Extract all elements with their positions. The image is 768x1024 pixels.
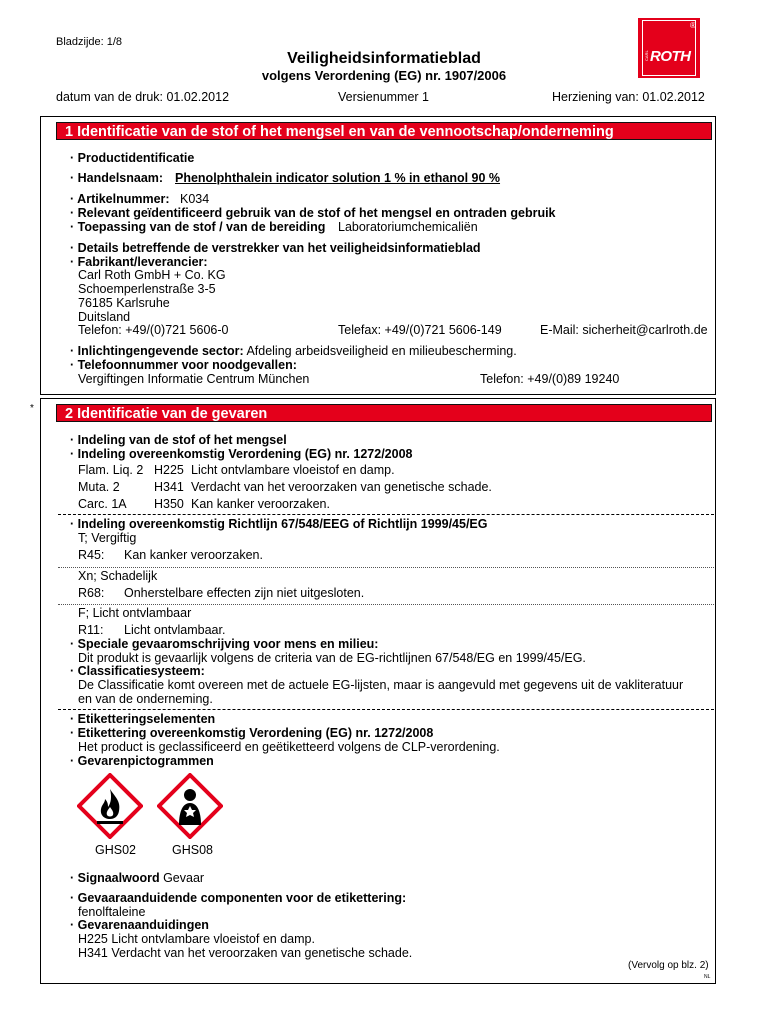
- t-toxic: T; Vergiftig: [78, 531, 137, 545]
- signal-word-line: [70, 871, 204, 885]
- supplier-details-label: · Details betreffende de verstrekker van het veiligheidsinformatieblad: [70, 241, 481, 255]
- ghs08-label: GHS08: [172, 843, 213, 857]
- trade-name-value: Phenolphthalein indicator solution 1 % in ethanol 90 %: [175, 171, 501, 185]
- divider: [58, 709, 714, 710]
- continued-note: (Vervolg op blz. 2): [628, 960, 709, 971]
- r11-code: R11:: [78, 623, 104, 637]
- carl-roth-logo: CARL ROTH ®: [638, 18, 700, 78]
- clp-category: Carc. 1A: [78, 497, 127, 511]
- r45-text: Kan kanker veroorzaken.: [124, 548, 263, 562]
- clp-h-code: H225: [154, 463, 184, 477]
- info-sector-value: Afdeling arbeidsveiligheid en milieubescherming.: [246, 344, 517, 358]
- h225-statement: H225 Licht ontvlambare vloeistof en damp.: [78, 932, 315, 946]
- address-country: Duitsland: [78, 310, 131, 324]
- clp-classification-label: · Indeling overeenkomstig Verordening (EG) nr. 1272/2008: [70, 447, 413, 461]
- ghs02-label: GHS02: [95, 843, 136, 857]
- section-1-heading: 1 Identificatie van de stof of het mengsel en van de vennootschap/onderneming: [56, 122, 712, 140]
- dotted-divider: [58, 567, 714, 568]
- r68-text: Onherstelbare effecten zijn niet uitgesloten.: [124, 586, 365, 600]
- article-number-value: K034: [180, 192, 210, 206]
- clp-h-code: H350: [154, 497, 184, 511]
- supplier-phone: Telefon: +49/(0)721 5606-0: [78, 323, 229, 337]
- r45-code: R45:: [78, 548, 105, 562]
- address-company: Carl Roth GmbH + Co. KG: [78, 268, 226, 282]
- clp-h-text: Licht ontvlambare vloeistof en damp.: [191, 463, 395, 477]
- divider: [58, 514, 714, 515]
- hazard-statements-label: · Gevarenaanduidingen: [70, 918, 209, 932]
- clp-labelling-text: Het product is geclassificeerd en geëtiketteerd volgens de CLP-verordening.: [78, 740, 500, 754]
- classification-system-text-2: en van de onderneming.: [78, 692, 213, 706]
- emergency-center: Vergiftingen Informatie Centrum München: [78, 372, 310, 386]
- special-hazards-label: · Speciale gevaaromschrijving voor mens en milieu:: [70, 637, 379, 651]
- version-number: Versienummer 1: [338, 90, 430, 104]
- hazard-components-value: fenolftaleine: [78, 905, 146, 919]
- section-2-heading: 2 Identificatie van de gevaren: [56, 404, 712, 422]
- application-value: Laboratoriumchemicaliën: [338, 220, 478, 234]
- flame-pictogram-icon: [77, 773, 143, 839]
- document-subtitle: volgens Verordening (EG) nr. 1907/2006: [261, 68, 507, 83]
- application-label: · Toepassing van de stof / van de bereiding: [70, 220, 326, 234]
- health-hazard-pictogram-icon: [157, 773, 223, 839]
- document-title: Veiligheidsinformatieblad: [287, 50, 481, 67]
- pictograms-label: · Gevarenpictogrammen: [70, 754, 214, 768]
- special-hazards-text: Dit produkt is gevaarlijk volgens de criteria van de EG-richtlijnen 67/548/EG en 1999/45/EG.: [78, 651, 586, 665]
- article-number-label: · Artikelnummer:: [70, 192, 170, 206]
- supplier-fax: Telefax: +49/(0)721 5606-149: [338, 323, 502, 337]
- signal-word-value: Gevaar: [163, 871, 205, 885]
- change-marker: *: [30, 403, 34, 414]
- print-date: datum van de druk: 01.02.2012: [56, 90, 230, 104]
- dotted-divider: [58, 604, 714, 605]
- r11-text: Licht ontvlambaar.: [124, 623, 226, 637]
- info-sector-line: [70, 344, 517, 358]
- info-sector-label: · Inlichtingengevende sector:: [70, 344, 244, 358]
- clp-h-text: Verdacht van het veroorzaken van genetische schade.: [191, 480, 492, 494]
- address-city: 76185 Karlsruhe: [78, 296, 170, 310]
- emergency-phone-label: · Telefoonnummer voor noodgevallen:: [70, 358, 297, 372]
- product-identification-label: · Productidentificatie: [70, 151, 195, 165]
- signal-word-label: · Signaalwoord: [70, 871, 160, 885]
- f-flammable: F; Licht ontvlambaar: [78, 606, 192, 620]
- h341-statement: H341 Verdacht van het veroorzaken van genetische schade.: [78, 946, 413, 960]
- hazard-components-label: · Gevaaraanduidende componenten voor de etikettering:: [70, 891, 407, 905]
- revision-date: Herziening van: 01.02.2012: [552, 90, 705, 104]
- emergency-phone: Telefon: +49/(0)89 19240: [480, 372, 620, 386]
- clp-category: Muta. 2: [78, 480, 120, 494]
- clp-labelling-label: · Etikettering overeenkomstig Verordening (EG) nr. 1272/2008: [70, 726, 434, 740]
- label-elements-label: · Etiketteringselementen: [70, 712, 216, 726]
- classification-system-text-1: De Classificatie komt overeen met de actuele EG-lijsten, maar is aangevuld met gegevens uit de vakliteratuur: [78, 678, 684, 692]
- clp-h-text: Kan kanker veroorzaken.: [191, 497, 330, 511]
- r68-code: R68:: [78, 586, 105, 600]
- classification-label: · Indeling van de stof of het mengsel: [70, 433, 287, 447]
- page-number: Bladzijde: 1/8: [56, 36, 123, 48]
- clp-category: Flam. Liq. 2: [78, 463, 144, 477]
- language-code: NL: [704, 974, 711, 980]
- supplier-email: E-Mail: sicherheit@carlroth.de: [540, 323, 708, 337]
- clp-h-code: H341: [154, 480, 184, 494]
- address-street: Schoemperlenstraße 3-5: [78, 282, 216, 296]
- trade-name-label: · Handelsnaam:: [70, 171, 164, 185]
- xn-harmful: Xn; Schadelijk: [78, 569, 158, 583]
- relevant-use-label: · Relevant geïdentificeerd gebruik van de stof of het mengsel en ontraden gebruik: [70, 206, 556, 220]
- dsd-classification-label: · Indeling overeenkomstig Richtlijn 67/548/EEG of Richtlijn 1999/45/EG: [70, 517, 488, 531]
- manufacturer-label: · Fabrikant/leverancier:: [70, 255, 208, 269]
- classification-system-label: · Classificatiesysteem:: [70, 664, 205, 678]
